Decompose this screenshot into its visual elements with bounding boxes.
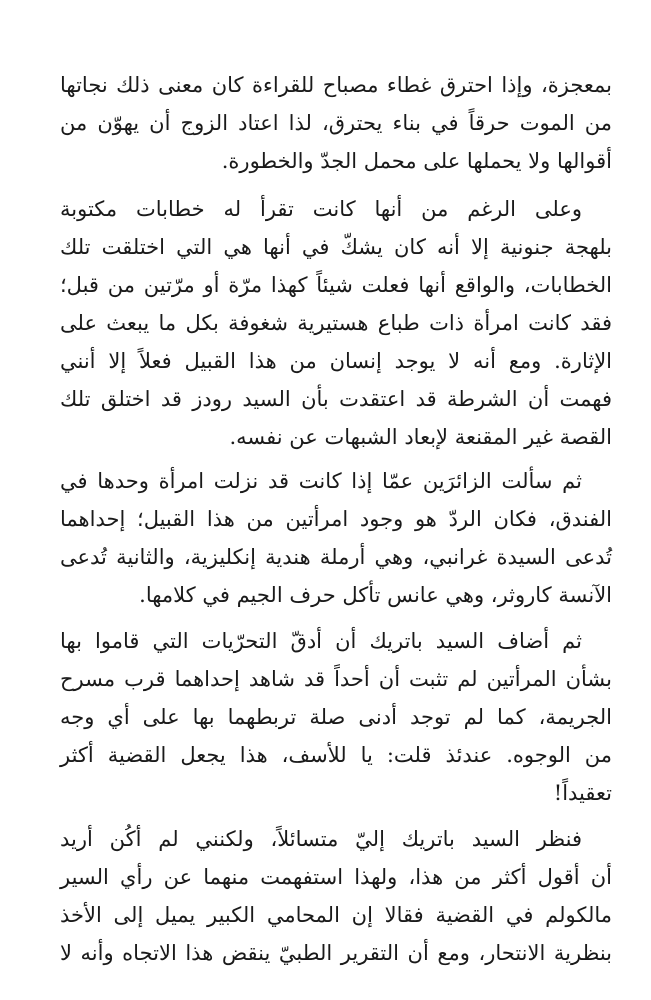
text-line: مالكولم في القضية فقالا إن المحامي الكبير يميل إلى الأخذ [60,903,612,927]
text-line: ثم سألت الزائرَين عمّا إذا كانت قد نزلت امرأة وحدها في [60,469,582,493]
paragraph-1 [60,66,612,180]
text-line: بلهجة جنونية إلا أنه كان يشكّ في أنها هي التي اختلقت تلك [60,235,612,259]
text-line: الإثارة. ومع أنه لا يوجد إنسان من هذا القبيل فعلاً إلا أنني [60,349,612,373]
paragraph-2 [60,190,612,456]
text-line: تُدعى السيدة غرانبي، وهي أرملة هندية إنكليزية، والثانية تُدعى [60,545,612,569]
text-line: فهمت أن الشرطة قد اعتقدت بأن السيد رودز قد اختلق تلك [60,387,612,411]
text-line: الآنسة كاروثر، وهي عانس تأكل حرف الجيم في كلامها. [139,583,612,607]
paragraph-3 [60,462,612,614]
text-line: فنظر السيد باتريك إليّ متسائلاً، ولكنني لم أكُن أريد [60,827,582,851]
text-line: وعلى الرغم من أنها كانت تقرأ له خطابات مكتوبة [60,197,582,221]
text-line: الجريمة، كما لم توجد أدنى صلة تربطهما بها على أي وجه [60,705,612,729]
text-line: الخطابات، والواقع أنها فعلت شيئاً كهذا مرّة أو مرّتين من قبل؛ [60,273,612,297]
text-line: بشأن المرأتين لم تثبت أن أحداً قد شاهد إحداهما قرب مسرح [60,667,612,691]
text-line: من الوجوه. عندئذ قلت: يا للأسف، هذا يجعل القضية أكثر [60,743,612,767]
text-line: فقد كانت امرأة ذات طباع هستيرية شغوفة بكل ما يبعث على [60,311,612,335]
text-line: ثم أضاف السيد باتريك أن أدقّ التحرّيات التي قاموا بها [60,629,582,653]
text-line: الفندق، فكان الردّ هو وجود امرأتين من هذا القبيل؛ إحداهما [60,507,612,531]
text-line: القصة غير المقنعة لإبعاد الشبهات عن نفسه. [229,425,612,449]
text-line: من الموت حرقاً في بناء يحترق، لذا اعتاد الزوج أن يهوّن من [60,111,612,135]
text-line: أقوالها ولا يحملها على محمل الجدّ والخطورة. [221,149,612,173]
paragraph-4 [60,622,612,812]
text-line: بمعجزة، وإذا احترق غطاء مصباح للقراءة كان معنى ذلك نجاتها [60,73,612,97]
text-line: أن أقول أكثر من هذا، ولهذا استفهمت منهما عن رأي السير [60,865,612,889]
text-line: تعقيداً! [553,781,612,805]
text-line: بنظرية الانتحار، ومع أن التقرير الطبيّ ينقض هذا الاتجاه وأنه لا [60,941,612,965]
paragraph-5 [60,820,612,972]
